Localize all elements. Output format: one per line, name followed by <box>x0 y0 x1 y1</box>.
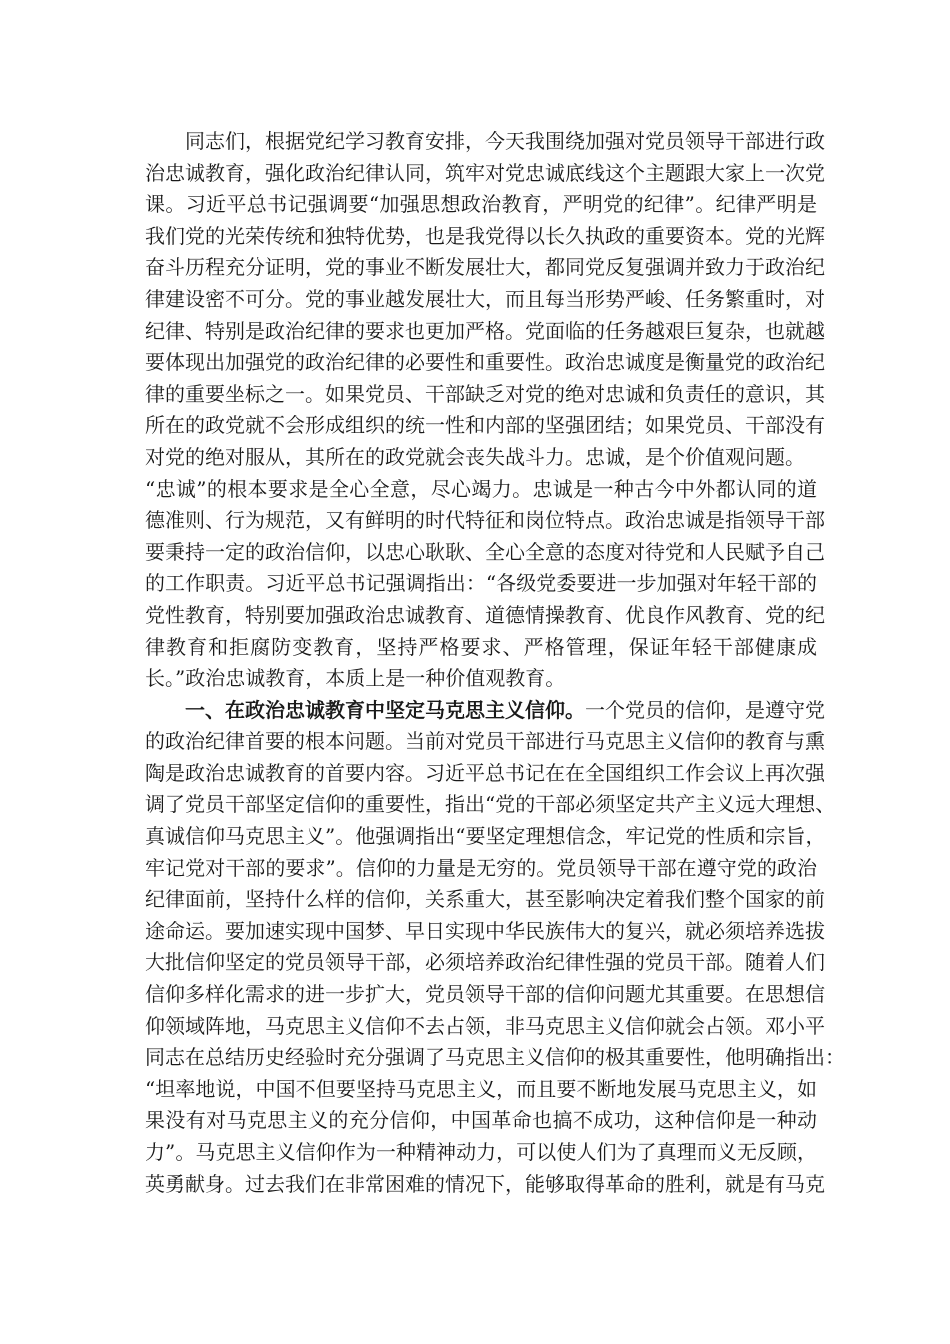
text-line: 英勇献身。过去我们在非常困难的情况下，能够取得革命的胜利，就是有马克 <box>145 1171 825 1196</box>
paragraph-section-1 <box>145 695 845 1201</box>
text-line: 对党的绝对服从，其所在的政党就会丧失战斗力。忠诚，是个价值观问题。 <box>145 444 805 469</box>
text-line: 党性教育，特别要加强政治忠诚教育、道德情操教育、优良作风教育、党的纪 <box>145 602 825 627</box>
text-line: 律的重要坐标之一。如果党员、干部缺乏对党的绝对忠诚和负责任的意识，其 <box>145 381 825 406</box>
text-line: 奋斗历程充分证明，党的事业不断发展壮大，都同党反复强调并致力于政治纪 <box>145 255 825 280</box>
text-line: 治忠诚教育，强化政治纪律认同，筑牢对党忠诚底线这个主题跟大家上一次党 <box>145 160 825 185</box>
paragraph-intro <box>145 126 825 695</box>
text-line: 真诚信仰马克思主义”。他强调指出“要坚定理想信念，牢记党的性质和宗旨， <box>145 824 826 849</box>
text-line: 要体现出加强党的政治纪律的必要性和重要性。政治忠诚度是衡量党的政治纪 <box>145 350 825 375</box>
text-line: 信仰多样化需求的进一步扩大，党员领导干部的信仰问题尤其重要。在思想信 <box>145 982 825 1007</box>
text-line: 德准则、行为规范，又有鲜明的时代特征和岗位特点。政治忠诚是指领导干部 <box>145 508 825 533</box>
text-line: 纪律、特别是政治纪律的要求也更加严格。党面临的任务越艰巨复杂，也就越 <box>145 318 825 343</box>
text-line: 课。习近平总书记强调要“加强思想政治教育，严明党的纪律”。纪律严明是 <box>145 192 817 217</box>
text-line: 果没有对马克思主义的充分信仰，中国革命也搞不成功，这种信仰是一种动 <box>145 1108 817 1133</box>
text-line: 所在的政党就不会形成组织的统一性和内部的坚强团结；如果党员、干部没有 <box>145 413 825 438</box>
text-line: 律教育和拒腐防变教育，坚持严格要求、严格管理，保证年轻干部健康成 <box>145 634 817 659</box>
text-line: 的工作职责。习近平总书记强调指出：“各级党委要进一步加强对年轻干部的 <box>145 571 817 596</box>
section-heading-continuation: 一个党员的信仰，是遵守党 <box>585 697 825 722</box>
text-line: 大批信仰坚定的党员领导干部，必须培养政治纪律性强的党员干部。随着人们 <box>145 950 825 975</box>
text-line: 牢记党对干部的要求”。信仰的力量是无穷的。党员领导干部在遵守党的政治 <box>145 855 817 880</box>
text-line: 我们党的光荣传统和独特优势，也是我党得以长久执政的重要资本。党的光辉 <box>145 223 825 248</box>
text-line: 要秉持一定的政治信仰，以忠心耿耿、全心全意的态度对待党和人民赋予自己 <box>145 539 825 564</box>
text-line: 同志在总结历史经验时充分强调了马克思主义信仰的极其重要性，他明确指出： <box>145 1045 845 1070</box>
text-line <box>145 695 825 727</box>
section-heading: 一、在政治忠诚教育中坚定马克思主义信仰。 <box>185 697 585 722</box>
text-line: 陶是政治忠诚教育的首要内容。习近平总书记在在全国组织工作会议上再次强 <box>145 760 825 785</box>
text-line: “忠诚”的根本要求是全心全意，尽心竭力。忠诚是一种古今中外都认同的道 <box>145 476 817 501</box>
document-body <box>145 126 845 1200</box>
text-line: 律建设密不可分。党的事业越发展壮大，而且每当形势严峻、任务繁重时，对 <box>145 286 825 311</box>
text-line: 长。”政治忠诚教育，本质上是一种价值观教育。 <box>145 666 566 691</box>
text-line: “坦率地说，中国不但要坚持马克思主义，而且要不断地发展马克思主义，如 <box>145 1076 817 1101</box>
text-line: 纪律面前，坚持什么样的信仰，关系重大，甚至影响决定着我们整个国家的前 <box>145 887 825 912</box>
text-line: 仰领域阵地，马克思主义信仰不去占领，非马克思主义信仰就会占领。邓小平 <box>145 1013 825 1038</box>
text-line: 力”。马克思主义信仰作为一种精神动力，可以使人们为了真理而义无反顾， <box>145 1140 817 1164</box>
text-line: 同志们，根据党纪学习教育安排，今天我围绕加强对党员领导干部进行政 <box>185 129 825 153</box>
text-line: 调了党员干部坚定信仰的重要性，指出“党的干部必须坚定共产主义远大理想、 <box>145 792 836 817</box>
text-line: 的政治纪律首要的根本问题。当前对党员干部进行马克思主义信仰的教育与熏 <box>145 729 825 754</box>
text-line: 途命运。要加速实现中国梦、早日实现中华民族伟大的复兴，就必须培养选拔 <box>145 918 825 943</box>
